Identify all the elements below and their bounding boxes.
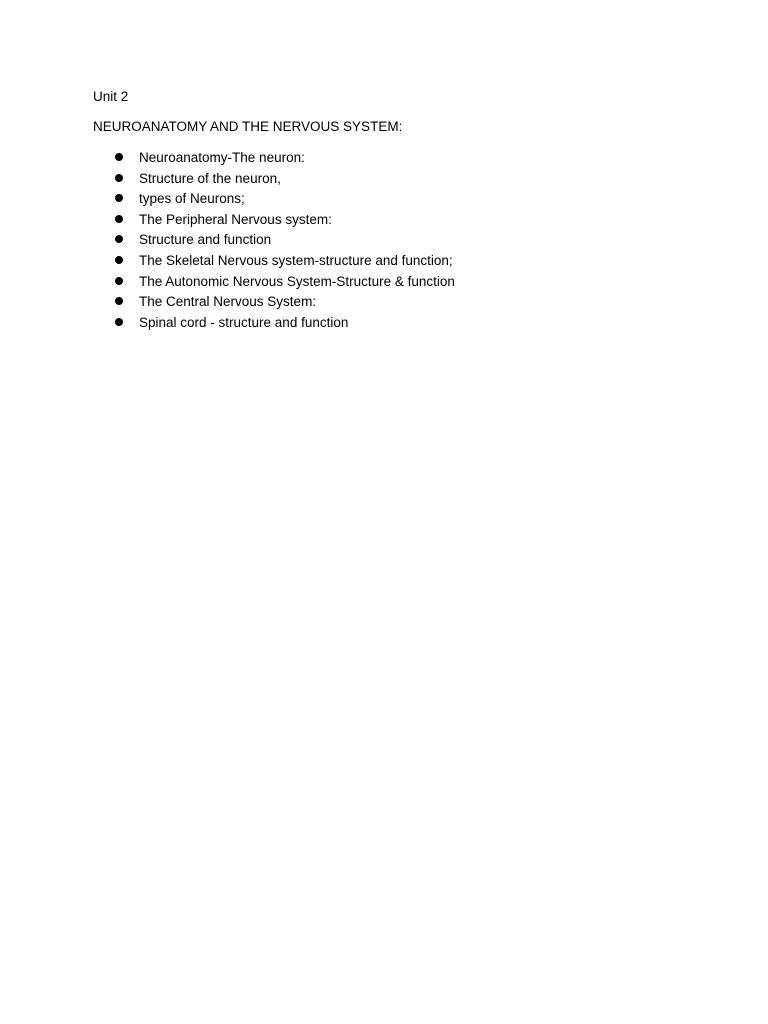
bullet-icon xyxy=(115,318,123,326)
bullet-icon xyxy=(115,215,123,223)
bullet-icon xyxy=(115,277,123,285)
list-item-text: The Central Nervous System: xyxy=(139,294,317,310)
list-item-text: The Peripheral Nervous system: xyxy=(139,211,332,227)
list-item-text: Structure of the neuron, xyxy=(139,170,281,186)
bullet-icon xyxy=(115,174,123,182)
list-item-text: The Autonomic Nervous System-Structure & function xyxy=(139,273,455,289)
list-item-text: types of Neurons; xyxy=(139,191,245,207)
bullet-icon xyxy=(115,297,123,305)
list-item-text: Neuroanatomy-The neuron: xyxy=(139,150,305,165)
bullet-icon xyxy=(115,194,123,202)
bullet-icon xyxy=(115,153,123,161)
list-item-text: The Skeletal Nervous system-structure and function; xyxy=(139,252,453,268)
list-item-text: Structure and function xyxy=(139,232,272,248)
unit-label: Unit 2 xyxy=(93,89,129,104)
section-heading: NEUROANATOMY AND THE NERVOUS SYSTEM: xyxy=(93,119,403,134)
bullet-icon xyxy=(115,235,123,243)
list-item-text: Spinal cord - structure and function xyxy=(139,314,349,330)
bullet-icon xyxy=(115,256,123,264)
